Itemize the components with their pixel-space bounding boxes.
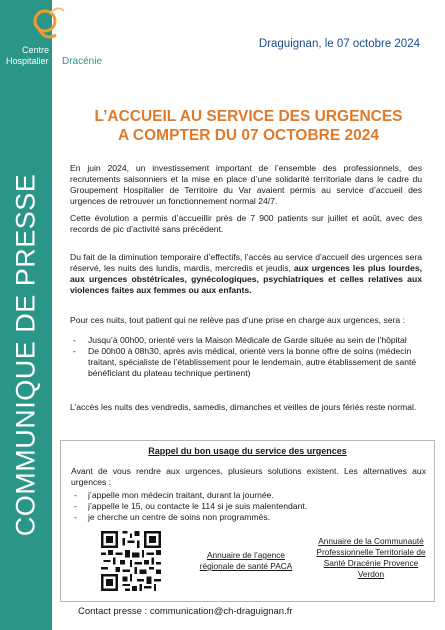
reminder-intro: Avant de vous rendre aux urgences, plusieurs solutions existent. Les alternatives aux urgences : [71,466,426,487]
list-item-text: j’appelle mon médecin traitant, durant la journée. [88,490,274,500]
list-item [70,335,422,346]
dash-bullet: - [73,346,76,356]
dash-bullet: - [74,512,77,522]
logo-text-hospitalier: Hospitalier [6,56,49,66]
title-line-2: A COMPTER DU 07 OCTOBRE 2024 [118,127,379,144]
paragraph-activity: Cette évolution a permis d’accueillir près de 7 900 patients sur juillet et août, avec des records de pic d’activité sans précédent. [70,213,422,234]
sidebar-label: COMMUNIQUE DE PRESSE [10,173,41,537]
contact-label: Contact presse : [78,606,150,617]
list-item-text: Jusqu’à 00h00, orienté vers la Maison Médicale de Garde située au sein de l’hôpital [88,335,407,345]
alternatives-list [71,490,426,523]
restriction-text: Du fait de la diminution temporaire d’effectifs, l’accès au service d’accueil des urgences sera réservé, les nuits des lundis, mardis, mercredis et jeudis, [70,252,422,273]
contact-email-link[interactable]: communication@ch-draguignan.fr [149,606,293,617]
reminder-title: Rappel du bon usage du service des urgences [148,446,347,456]
logo-text-centre: Centre [22,45,50,55]
title-line-1: L’ACCUEIL AU SERVICE DES URGENCES [94,108,403,125]
paragraph-restriction [70,252,422,296]
sidebar-band [0,0,52,630]
restriction-bold-text: aux urgences les plus lourdes, aux urgences obstétricales, gynécologiques, psychiatriques et celles relatives aux violences faites aux femmes ou aux enfants. [70,263,422,295]
paragraph-night-intro: Pour ces nuits, tout patient qui ne relève pas d’une prise en charge aux urgences, sera : [70,315,405,325]
night-orientation-list [70,335,422,379]
press-contact [78,606,293,617]
dateline: Draguignan, le 07 octobre 2024 [258,38,420,50]
ars-directory-link[interactable]: Annuaire de l’agence régionale de santé PACA [199,550,293,571]
list-item [71,490,426,501]
paragraph-context: En juin 2024, un investissement important de l’ensemble des professionnels, des recrutements saisonniers et la mise en place d’une solidarité territoriale dans le cadre du Groupement Hospitalier de Territoire du Var avaient permis au service d’accueil des urgences de retrouver un fonctionnement normal 24/7. [70,163,422,206]
list-item-text: je cherche un centre de soins non programmés. [88,512,271,522]
reminder-box [60,440,435,602]
paragraph-weekend: L’accès les nuits des vendredis, samedis, dimanches et veilles de jours fériés reste normal. [70,402,417,412]
list-item [71,501,426,512]
list-item [71,512,426,523]
cpts-directory-link[interactable]: Annuaire de la Communauté Professionnelle Territoriale de Santé Dracénie Provence Verdon [316,536,426,579]
list-item-text: j’appelle le 15, ou contacte le 114 si je suis malentendant. [88,501,308,511]
dash-bullet: - [73,335,76,345]
logo-text-dracenie: Dracénie [62,56,103,67]
qr-code-icon[interactable] [101,531,161,591]
dash-bullet: - [74,490,77,500]
dash-bullet: - [74,501,77,511]
list-item [70,346,422,379]
list-item-text: De 00h00 à 08h30, après avis médical, orienté vers la bonne offre de soins (médecin traitant, spécialiste de l’établissement pour le lendemain, autre établissement de santé bénéficiant du plateau technique pertinent) [88,346,417,378]
